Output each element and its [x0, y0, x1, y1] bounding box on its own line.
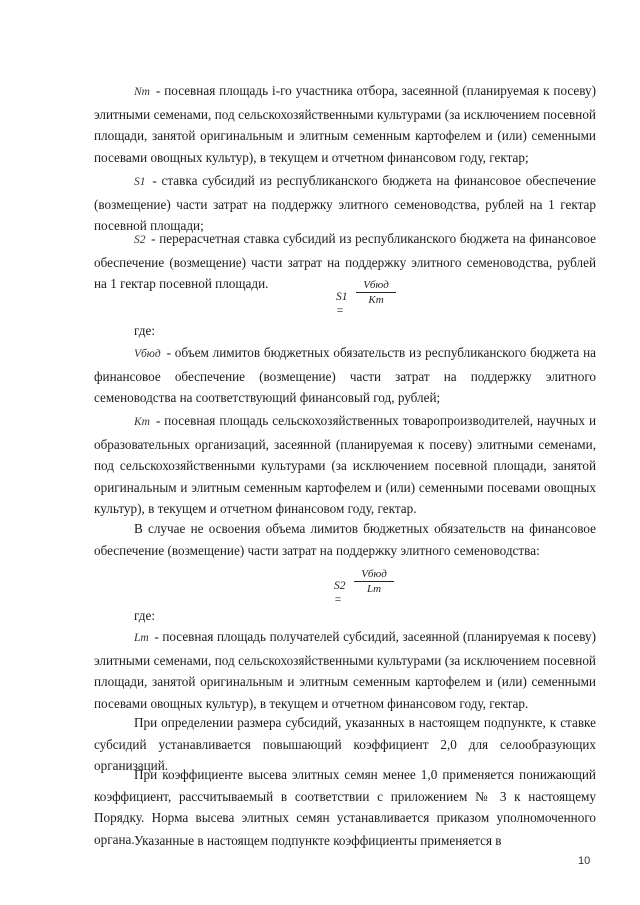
definition-km-text: - посевная площадь сельскохозяйственных товаропроизводителей, научных и образовательных организаций, засеянной (планируемая к посеву) элитными семенами, под сельскохозяйственными культурами (за исключением посевной площади, занятой оригинальным и элитным семенным картофелем и (или) семенными посевами овощных культур), в текущем и отчетном финансовом году, гектар. [94, 413, 596, 516]
definition-s2-text: - перерасчетная ставка субсидий из республиканского бюджета на финансовое обеспечение (возмещение) части затрат на поддержку элитного семеноводства, рублей на 1 гектар посевной площади. [94, 231, 597, 291]
definition-vbud [94, 342, 596, 409]
definition-s1-text: - ставка субсидий из республиканского бюджета на финансовое обеспечение (возмещение) части затрат на поддержку элитного семеноводства, рублей на 1 гектар посевной площади; [94, 173, 597, 233]
formula-s1-denominator: Kт [368, 294, 384, 306]
definition-nm [94, 80, 596, 168]
definition-nm-text: - посевная площадь i-го участника отбора, засеянной (планируемая к посеву) элитными семенами, под сельскохозяйственными культурами (за исключением посевной площади, занятой оригинальным и элитным семенным картофелем и (или) семенными посевами овощных культур), в текущем и отчетном финансовом году, гектар; [94, 83, 596, 165]
symbol-lm: Lт [134, 632, 149, 644]
formula-s2-denominator: Lт [366, 583, 382, 595]
where-label-2: где: [134, 608, 155, 623]
symbol-s1: S1 [134, 176, 146, 188]
definition-s1 [94, 170, 596, 237]
paragraph-nonutilization: В случае не освоения объема лимитов бюджетных обязательств на финансовое обеспечение (возмещение) части затрат на поддержку элитного семеноводства: [94, 521, 596, 558]
symbol-nm: Nт [134, 86, 150, 98]
formula-s1-lhs: S1 = [336, 291, 348, 317]
page-number: 10 [578, 855, 591, 867]
paragraph-seeding-rate: При коэффициенте высева элитных семян менее 1,0 применяется понижающий коэффициент, рассчитываемый в соответствии с приложением № 3 к настоящему Порядку. Норма высева элитных семян устанавливается приказом уполномоченного органа. [94, 767, 596, 847]
formula-s2-lhs: S2 = [334, 580, 346, 606]
definition-km [94, 410, 596, 520]
symbol-s2: S2 [134, 234, 146, 246]
formula-s2-numerator: Vбюд [354, 567, 394, 582]
definition-vbud-text: - объем лимитов бюджетных обязательств из республиканского бюджета на финансовое обеспечение (возмещение) части затрат на поддержку элитного семеноводства на соответствующий финансовый год, рублей; [94, 345, 597, 405]
symbol-vbud: Vбюд [134, 348, 161, 360]
where-label-1: где: [134, 323, 155, 338]
paragraph-multiplier: При определении размера субсидий, указанных в настоящем подпункте, к ставке субсидий устанавливается повышающий коэффициент 2,0 для селообразующих организаций. [94, 715, 596, 773]
definition-lm-text: - посевная площадь получателей субсидий, засеянной (планируемая к посеву) элитными семенами, под сельскохозяйственными культурами (за исключением посевной площади, занятой оригинальным и элитным семенным картофелем и (или) семенными посевами овощных культур), в текущем и отчетном финансовом году, гектар. [94, 629, 597, 711]
formula-s1-numerator: Vбюд [356, 278, 396, 293]
definition-s2 [94, 228, 596, 295]
definition-lm [94, 626, 596, 714]
paragraph-coefficients: Указанные в настоящем подпункте коэффициенты применяется в [134, 833, 502, 848]
symbol-km: Kт [134, 416, 150, 428]
